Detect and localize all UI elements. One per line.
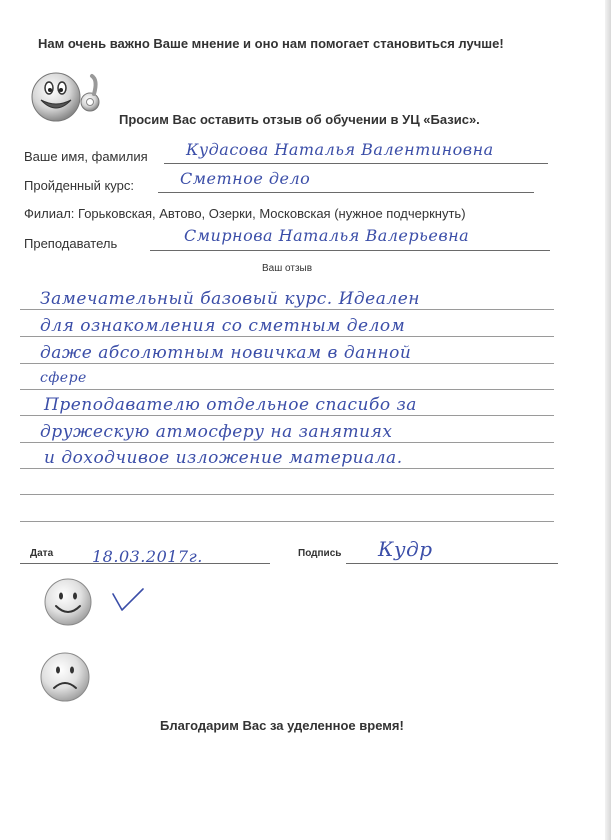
branch-text: Филиал: Горьковская, Автово, Озерки, Московская (нужное подчеркнуть) bbox=[24, 206, 466, 221]
review-rule bbox=[20, 494, 554, 495]
date-label: Дата bbox=[30, 548, 54, 559]
page-title: Нам очень важно Ваше мнение и оно нам помогает становиться лучше! bbox=[38, 36, 504, 51]
review-rule bbox=[20, 521, 554, 522]
teacher-underline bbox=[150, 250, 550, 251]
teacher-field[interactable]: Смирнова Наталья Валерьевна bbox=[184, 226, 470, 245]
date-field[interactable]: 18.03.2017г. bbox=[92, 547, 203, 566]
scan-edge bbox=[605, 0, 611, 840]
review-rule bbox=[20, 442, 554, 443]
review-line[interactable]: Преподавателю отдельное спасибо за bbox=[44, 395, 417, 415]
signature-underline bbox=[346, 563, 558, 564]
name-underline bbox=[164, 163, 548, 164]
signature-label: Подпись bbox=[298, 548, 342, 559]
review-line[interactable]: дружескую атмосферу на занятиях bbox=[40, 422, 393, 442]
review-rule bbox=[20, 336, 554, 337]
smiley-ok-icon bbox=[26, 68, 104, 126]
review-line[interactable]: и доходчивое изложение материала. bbox=[44, 448, 403, 468]
request-text: Просим Вас оставить отзыв об обучении в УЦ «Базис». bbox=[119, 112, 480, 127]
course-underline bbox=[158, 192, 534, 193]
name-label: Ваше имя, фамилия bbox=[24, 149, 148, 164]
name-field[interactable]: Кудасова Наталья Валентиновна bbox=[186, 140, 494, 159]
review-label: Ваш отзыв bbox=[262, 263, 313, 274]
review-line[interactable]: сфере bbox=[40, 370, 87, 386]
review-rule bbox=[20, 363, 554, 364]
review-line[interactable]: Замечательный базовый курс. Идеален bbox=[40, 289, 420, 309]
signature-field[interactable]: Кудр bbox=[378, 537, 433, 561]
review-rule bbox=[20, 415, 554, 416]
course-field[interactable]: Сметное дело bbox=[180, 169, 311, 188]
review-line[interactable]: для ознакомления со сметным делом bbox=[40, 316, 406, 336]
review-rule bbox=[20, 309, 554, 310]
sad-face-icon[interactable] bbox=[38, 650, 92, 704]
course-label: Пройденный курс: bbox=[24, 178, 134, 193]
teacher-label: Преподаватель bbox=[24, 236, 118, 251]
checkmark-icon bbox=[110, 586, 146, 614]
review-line[interactable]: даже абсолютным новичкам в данной bbox=[40, 343, 412, 363]
review-rule bbox=[20, 468, 554, 469]
review-rule bbox=[20, 389, 554, 390]
happy-face-icon[interactable] bbox=[42, 576, 94, 628]
thanks-text: Благодарим Вас за уделенное время! bbox=[160, 718, 404, 733]
